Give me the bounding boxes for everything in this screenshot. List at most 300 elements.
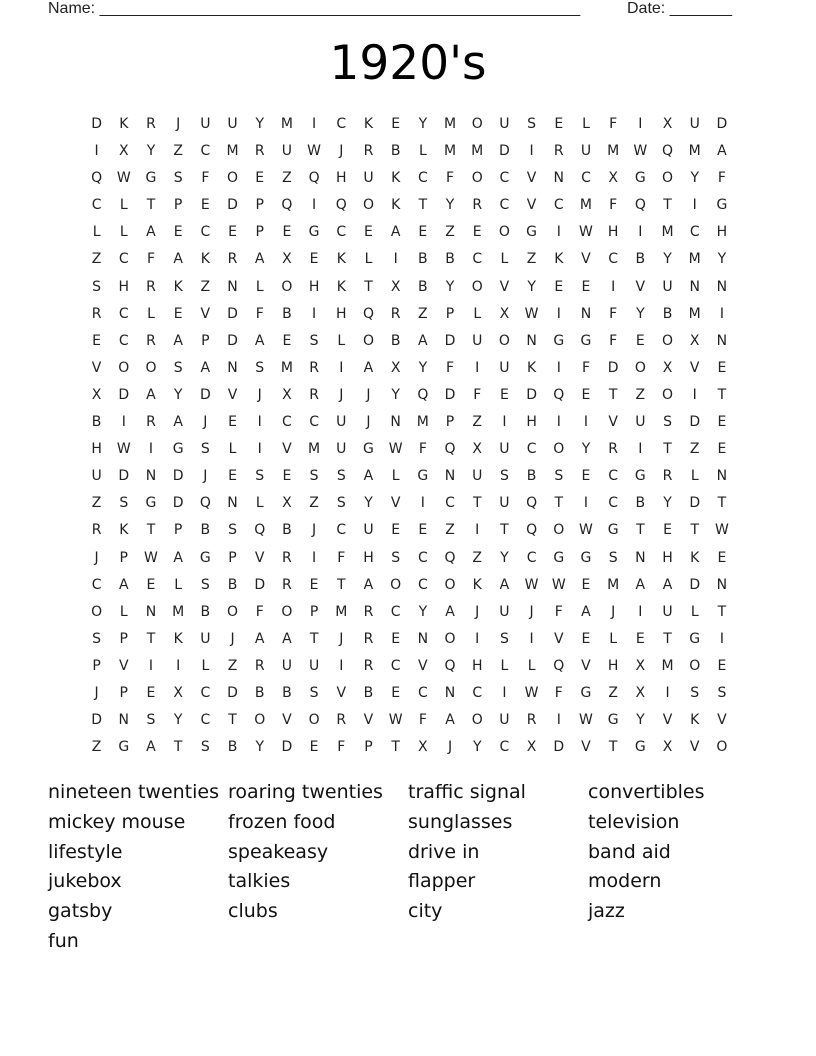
grid-letter: Q xyxy=(662,143,674,160)
grid-letter: M xyxy=(416,414,429,431)
grid-letter: M xyxy=(443,143,457,160)
grid-letter: U xyxy=(499,359,510,376)
grid-letter: X xyxy=(118,143,129,160)
grid-letter: Y xyxy=(173,386,183,403)
grid-letter: P xyxy=(173,197,183,214)
grid-letter: U xyxy=(499,603,510,620)
grid-letter: B xyxy=(200,522,211,539)
grid-letter: H xyxy=(91,441,102,458)
grid-letter: A xyxy=(635,576,646,593)
grid-letter: Z xyxy=(200,278,211,295)
grid-letter: E xyxy=(581,630,591,647)
grid-letter: P xyxy=(201,332,210,349)
grid-letter: S xyxy=(309,684,319,701)
grid-letter: G xyxy=(634,468,646,485)
grid-letter: S xyxy=(200,739,210,756)
grid-letter: G xyxy=(580,684,592,701)
grid-letter: Z xyxy=(91,251,102,268)
grid-letter: F xyxy=(337,739,346,756)
grid-letter: B xyxy=(363,684,374,701)
grid-letter: G xyxy=(634,739,646,756)
grid-letter: Y xyxy=(146,143,156,160)
grid-letter: E xyxy=(173,305,183,322)
grid-letter: M xyxy=(443,116,457,132)
grid-letter: G xyxy=(689,630,701,647)
grid-letter: C xyxy=(282,414,292,431)
grid-letter: N xyxy=(716,576,728,593)
word-list-item: lifestyle xyxy=(48,840,123,863)
word-list-item: jazz xyxy=(588,900,625,923)
grid-letter: B xyxy=(662,305,673,322)
grid-letter: T xyxy=(608,739,618,756)
grid-letter: Q xyxy=(199,495,211,512)
grid-letter: C xyxy=(200,712,211,729)
grid-letter: G xyxy=(553,549,565,566)
grid-letter: S xyxy=(608,549,618,566)
grid-letter: E xyxy=(418,224,428,241)
grid-letter: O xyxy=(145,359,157,376)
grid-letter: C xyxy=(390,603,401,620)
grid-letter: U xyxy=(308,657,320,674)
grid-letter: B xyxy=(526,468,537,485)
grid-letter: Y xyxy=(663,251,672,268)
grid-letter: J xyxy=(339,143,344,160)
grid-letter: G xyxy=(118,739,130,756)
grid-letter: I xyxy=(148,441,154,458)
grid-letter: K xyxy=(472,576,482,593)
grid-letter: A xyxy=(390,224,401,241)
grid-letter: T xyxy=(608,386,618,403)
grid-letter: L xyxy=(500,657,509,674)
grid-letter: S xyxy=(92,278,102,295)
puzzle-grid xyxy=(83,111,736,761)
grid-letter: L xyxy=(255,278,264,295)
grid-letter: Y xyxy=(418,603,428,620)
grid-letter: V xyxy=(200,305,211,322)
grid-letter: G xyxy=(580,549,592,566)
grid-letter: S xyxy=(92,630,102,647)
grid-letter: T xyxy=(500,522,509,539)
grid-letter: L xyxy=(174,576,183,593)
grid-letter: U xyxy=(91,468,102,485)
grid-letter: I xyxy=(719,630,724,647)
page-title: 1920's xyxy=(329,36,487,91)
grid-letter: O xyxy=(498,224,510,241)
grid-letter: C xyxy=(417,576,428,593)
grid-letter: F xyxy=(255,603,264,620)
grid-letter: G xyxy=(580,332,592,349)
grid-letter: I xyxy=(719,305,724,322)
grid-letter: L xyxy=(337,332,346,349)
grid-letter: T xyxy=(173,739,183,756)
grid-letter: U xyxy=(227,116,238,132)
grid-letter: D xyxy=(716,116,728,132)
grid-letter: O xyxy=(471,170,483,187)
grid-letter: M xyxy=(607,576,620,593)
grid-letter: N xyxy=(145,603,157,620)
grid-letter: D xyxy=(254,576,266,593)
grid-letter: T xyxy=(418,197,428,214)
grid-letter: S xyxy=(228,522,237,539)
grid-letter: Y xyxy=(445,197,455,214)
grid-letter: C xyxy=(118,251,129,268)
grid-letter: V xyxy=(526,197,537,214)
grid-letter: K xyxy=(336,251,346,268)
grid-letter: Q xyxy=(444,549,456,566)
grid-letter: T xyxy=(636,522,645,539)
grid-letter: E xyxy=(472,224,482,241)
grid-letter: R xyxy=(282,549,292,566)
grid-letter: C xyxy=(608,468,619,485)
grid-letter: W xyxy=(116,441,131,458)
grid-letter: F xyxy=(717,170,726,187)
grid-letter: F xyxy=(446,359,455,376)
grid-letter: R xyxy=(472,197,483,214)
grid-letter: O xyxy=(91,603,103,620)
grid-letter: F xyxy=(337,549,346,566)
grid-letter: F xyxy=(554,684,563,701)
grid-letter: S xyxy=(690,684,700,701)
grid-letter: G xyxy=(308,224,320,241)
grid-letter: H xyxy=(607,657,619,674)
grid-letter: J xyxy=(339,386,344,403)
grid-letter: D xyxy=(689,414,701,431)
grid-letter: O xyxy=(471,278,483,295)
grid-letter: I xyxy=(556,359,561,376)
grid-letter: U xyxy=(499,712,510,729)
grid-letter: Z xyxy=(418,305,428,322)
grid-letter: Q xyxy=(362,305,374,322)
grid-letter: W xyxy=(116,170,131,187)
grid-letter: E xyxy=(391,116,401,132)
grid-letter: B xyxy=(282,684,292,701)
grid-letter: I xyxy=(339,657,344,674)
grid-letter: R xyxy=(254,657,265,674)
grid-letter: I xyxy=(176,657,181,674)
grid-letter: R xyxy=(363,630,374,647)
grid-letter: J xyxy=(94,684,99,701)
grid-letter: Z xyxy=(227,657,238,674)
grid-letter: R xyxy=(608,441,619,458)
word-list-item: gatsby xyxy=(48,900,113,923)
grid-letter: C xyxy=(553,197,564,214)
grid-letter: H xyxy=(363,549,374,566)
grid-letter: P xyxy=(445,305,455,322)
grid-letter: I xyxy=(583,414,589,431)
grid-letter: W xyxy=(388,441,403,458)
grid-letter: L xyxy=(364,251,373,268)
grid-letter: C xyxy=(336,224,347,241)
grid-letter: Y xyxy=(663,495,672,512)
grid-letter: I xyxy=(638,116,643,132)
header-line xyxy=(48,0,748,20)
grid-letter: S xyxy=(527,116,537,132)
grid-letter: O xyxy=(553,522,565,539)
grid-letter: T xyxy=(717,495,727,512)
grid-letter: G xyxy=(145,495,157,512)
grid-letter: O xyxy=(390,576,402,593)
grid-letter: D xyxy=(118,468,130,485)
grid-letter: G xyxy=(607,522,619,539)
grid-letter: S xyxy=(499,630,509,647)
grid-letter: N xyxy=(716,332,728,349)
grid-letter: L xyxy=(609,630,618,647)
grid-letter: X xyxy=(282,386,292,403)
grid-letter: A xyxy=(363,468,374,485)
grid-letter: T xyxy=(554,495,564,512)
grid-letter: W xyxy=(551,576,566,593)
grid-letter: C xyxy=(499,739,510,756)
grid-letter: C xyxy=(608,251,619,268)
grid-letter: P xyxy=(255,197,264,214)
grid-letter: X xyxy=(662,116,673,132)
grid-letter: S xyxy=(663,414,672,431)
grid-letter: Q xyxy=(444,657,456,674)
grid-letter: B xyxy=(282,305,292,322)
grid-letter: Y xyxy=(418,359,428,376)
grid-letter: Y xyxy=(364,495,373,512)
grid-letter: E xyxy=(391,684,401,701)
grid-letter: D xyxy=(91,116,102,132)
grid-letter: A xyxy=(254,332,265,349)
grid-letter: S xyxy=(146,712,156,729)
grid-letter: P xyxy=(309,603,319,620)
grid-letter: C xyxy=(417,549,428,566)
grid-letter: P xyxy=(445,414,455,431)
grid-letter: N xyxy=(689,278,700,295)
grid-letter: O xyxy=(444,630,456,647)
grid-letter: Y xyxy=(445,278,455,295)
grid-letter: R xyxy=(146,278,156,295)
grid-letter: E xyxy=(554,116,564,132)
grid-letter: O xyxy=(281,278,293,295)
grid-letter: Q xyxy=(526,522,538,539)
grid-letter: V xyxy=(635,278,646,295)
grid-letter: E xyxy=(635,630,645,647)
grid-letter: A xyxy=(173,549,183,566)
grid-letter: T xyxy=(717,386,727,403)
word-list-item: clubs xyxy=(228,900,278,923)
grid-letter: E xyxy=(717,657,727,674)
grid-letter: E xyxy=(146,684,156,701)
word-list-item: frozen food xyxy=(228,810,336,833)
grid-letter: Z xyxy=(608,684,618,701)
grid-letter: G xyxy=(417,468,429,485)
grid-letter: I xyxy=(94,143,99,160)
word-list-item: modern xyxy=(588,870,662,893)
grid-letter: P xyxy=(119,684,128,701)
grid-letter: I xyxy=(529,143,534,160)
grid-letter: N xyxy=(118,712,130,729)
grid-letter: N xyxy=(526,332,537,349)
grid-letter: E xyxy=(228,224,237,241)
grid-letter: E xyxy=(282,332,292,349)
grid-letter: Q xyxy=(254,522,266,539)
grid-letter: E xyxy=(309,576,319,593)
grid-letter: O xyxy=(254,712,266,729)
grid-letter: A xyxy=(118,576,129,593)
grid-letter: K xyxy=(173,630,183,647)
grid-letter: X xyxy=(390,359,401,376)
grid-letter: V xyxy=(336,684,347,701)
grid-letter: R xyxy=(254,143,265,160)
grid-letter: G xyxy=(199,549,211,566)
grid-letter: X xyxy=(418,739,428,756)
grid-letter: Z xyxy=(635,386,646,403)
grid-letter: O xyxy=(281,603,293,620)
grid-letter: L xyxy=(119,224,128,241)
grid-letter: B xyxy=(390,143,401,160)
grid-letter: D xyxy=(689,576,701,593)
word-list-item: sunglasses xyxy=(408,810,513,833)
grid-letter: Q xyxy=(444,441,456,458)
grid-letter: B xyxy=(635,251,646,268)
grid-letter: U xyxy=(499,441,510,458)
grid-letter: Y xyxy=(717,251,727,268)
grid-letter: R xyxy=(309,386,319,403)
grid-letter: V xyxy=(390,495,401,512)
grid-letter: H xyxy=(471,657,483,674)
grid-letter: O xyxy=(634,359,646,376)
grid-letter: V xyxy=(717,712,727,729)
grid-letter: U xyxy=(363,170,374,187)
grid-letter: L xyxy=(119,197,128,214)
word-list-item: traffic signal xyxy=(408,781,526,803)
grid-letter: R xyxy=(227,251,238,268)
grid-letter: S xyxy=(554,468,564,485)
grid-letter: E xyxy=(581,386,591,403)
grid-letter: U xyxy=(336,414,347,431)
grid-letter: F xyxy=(554,603,563,620)
grid-letter: X xyxy=(499,305,510,322)
grid-letter: A xyxy=(254,251,265,268)
name-field: Name: ______________________________________________________ xyxy=(48,0,581,17)
grid-letter: R xyxy=(282,576,292,593)
grid-letter: V xyxy=(581,739,591,756)
grid-letter: E xyxy=(173,224,183,241)
grid-letter: J xyxy=(611,603,616,620)
grid-letter: G xyxy=(172,441,184,458)
grid-letter: A xyxy=(200,359,211,376)
grid-letter: N xyxy=(417,630,429,647)
grid-letter: D xyxy=(227,305,238,322)
grid-letter: M xyxy=(579,197,593,214)
grid-letter: J xyxy=(312,522,317,539)
word-list-item: fun xyxy=(48,929,79,952)
grid-letter: X xyxy=(662,739,673,756)
grid-letter: J xyxy=(176,116,181,132)
grid-letter: U xyxy=(281,143,293,160)
grid-letter: Y xyxy=(500,549,509,566)
grid-letter: F xyxy=(201,170,210,187)
grid-letter: B xyxy=(418,251,428,268)
grid-letter: O xyxy=(662,170,674,187)
grid-letter: K xyxy=(363,116,374,132)
grid-letter: N xyxy=(227,495,238,512)
grid-letter: I xyxy=(638,441,643,458)
grid-letter: I xyxy=(692,386,697,403)
grid-letter: C xyxy=(445,495,455,512)
grid-letter: U xyxy=(499,495,510,512)
grid-letter: S xyxy=(717,684,727,701)
grid-letter: T xyxy=(690,522,699,539)
grid-letter: V xyxy=(91,359,102,376)
grid-letter: F xyxy=(609,332,618,349)
grid-letter: T xyxy=(364,278,373,295)
grid-letter: E xyxy=(717,549,727,566)
grid-letter: M xyxy=(308,441,321,458)
grid-letter: U xyxy=(689,116,700,132)
grid-letter: E xyxy=(717,441,727,458)
grid-letter: E xyxy=(255,170,265,187)
grid-letter: A xyxy=(254,630,265,647)
grid-letter: A xyxy=(418,332,428,349)
grid-letter: Q xyxy=(526,495,538,512)
grid-letter: M xyxy=(607,143,620,160)
grid-letter: I xyxy=(475,522,480,539)
grid-letter: O xyxy=(118,359,130,376)
grid-letter: Q xyxy=(417,386,429,403)
grid-letter: L xyxy=(527,657,536,674)
grid-letter: T xyxy=(146,522,156,539)
grid-letter: X xyxy=(282,251,292,268)
grid-letter: E xyxy=(663,522,672,539)
grid-letter: Z xyxy=(91,739,102,756)
grid-letter: V xyxy=(581,251,591,268)
grid-letter: H xyxy=(716,224,728,241)
grid-letter: D xyxy=(281,739,293,756)
grid-letter: D xyxy=(499,143,510,160)
grid-letter: E xyxy=(581,576,591,593)
grid-letter: G xyxy=(634,170,646,187)
grid-letter: E xyxy=(581,468,591,485)
grid-letter: S xyxy=(336,468,346,485)
grid-letter: Y xyxy=(636,305,645,322)
grid-letter: W xyxy=(579,224,593,241)
grid-letter: L xyxy=(255,495,264,512)
grid-letter: Q xyxy=(308,170,320,187)
grid-letter: Y xyxy=(391,386,400,403)
grid-letter: D xyxy=(689,495,701,512)
grid-letter: W xyxy=(714,522,729,539)
grid-letter: I xyxy=(420,495,425,512)
grid-letter: T xyxy=(146,630,156,647)
word-list-item: drive in xyxy=(408,840,480,863)
grid-letter: A xyxy=(581,603,591,620)
grid-letter: B xyxy=(227,576,238,593)
grid-letter: I xyxy=(611,278,616,295)
grid-letter: P xyxy=(364,739,373,756)
grid-letter: B xyxy=(254,684,265,701)
grid-letter: A xyxy=(173,332,183,349)
word-list-item: band aid xyxy=(588,840,671,863)
grid-letter: I xyxy=(529,630,534,647)
grid-letter: R xyxy=(390,305,401,322)
grid-letter: I xyxy=(312,305,317,322)
grid-letter: Q xyxy=(335,197,347,214)
word-list-item: convertibles xyxy=(588,781,705,803)
grid-letter: A xyxy=(173,414,183,431)
grid-letter: N xyxy=(553,170,565,187)
grid-letter: X xyxy=(282,495,292,512)
grid-letter: X xyxy=(526,739,537,756)
grid-letter: M xyxy=(688,143,701,160)
grid-letter: E xyxy=(418,522,428,539)
grid-letter: C xyxy=(118,305,129,322)
grid-letter: I xyxy=(502,684,507,701)
grid-letter: C xyxy=(499,197,510,214)
grid-letter: B xyxy=(445,251,455,268)
